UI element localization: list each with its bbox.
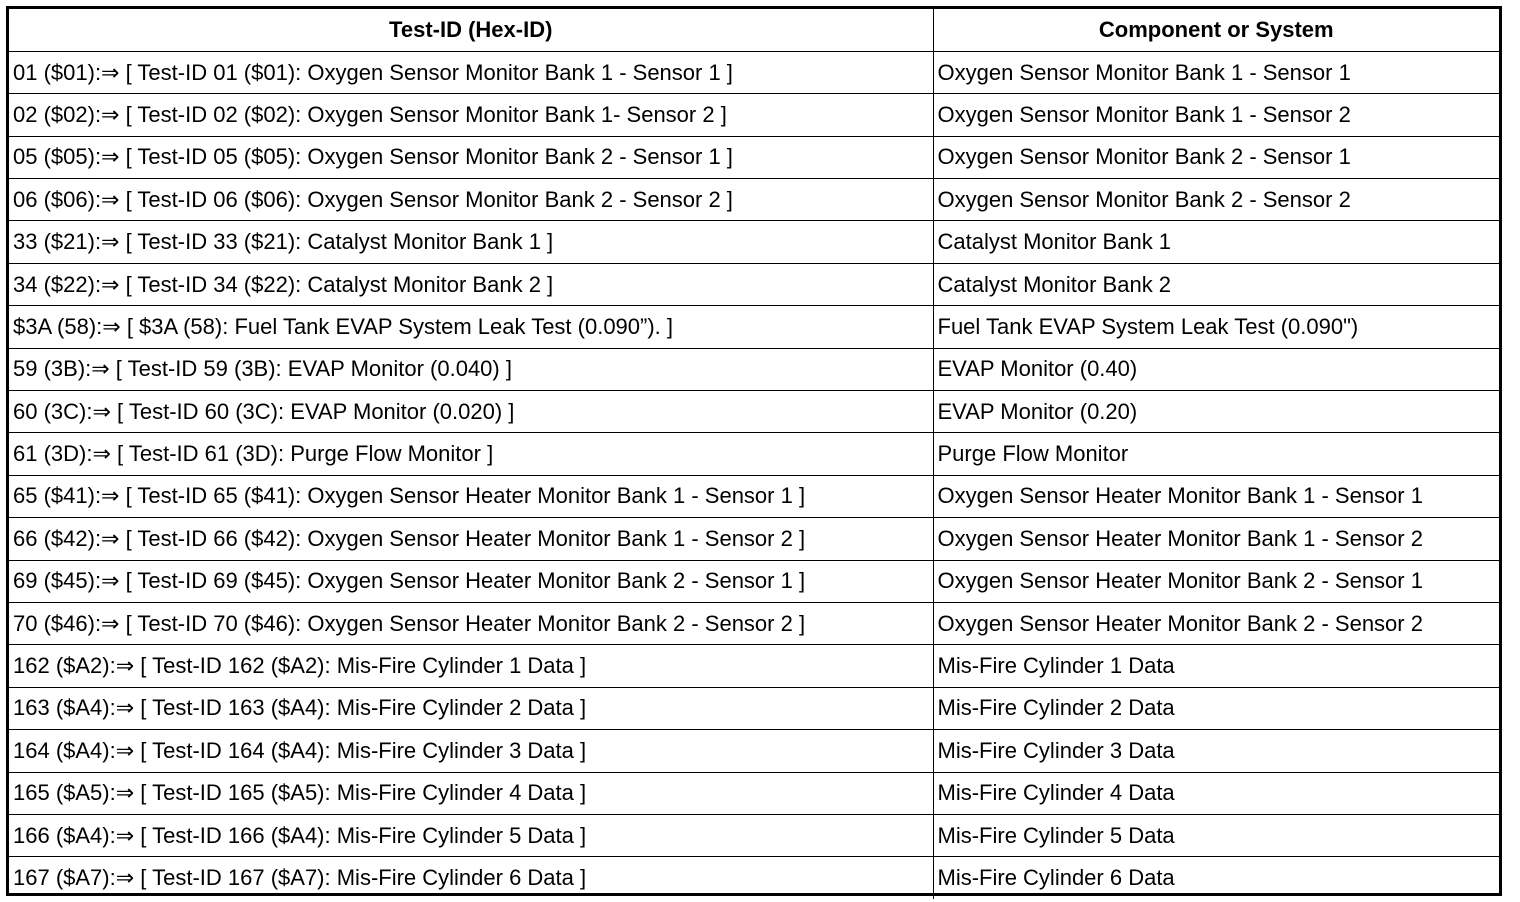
- column-header-test-id: Test-ID (Hex-ID): [9, 9, 933, 51]
- cell-component: Mis-Fire Cylinder 5 Data: [933, 814, 1499, 856]
- cell-component: Oxygen Sensor Heater Monitor Bank 2 - Sensor 2: [933, 602, 1499, 644]
- cell-test-id: 164 ($A4):⇒ [ Test-ID 164 ($A4): Mis-Fire Cylinder 3 Data ]: [9, 730, 933, 772]
- cell-test-id: 166 ($A4):⇒ [ Test-ID 166 ($A4): Mis-Fire Cylinder 5 Data ]: [9, 814, 933, 856]
- table-row: [9, 221, 1499, 263]
- cell-component: EVAP Monitor (0.40): [933, 348, 1499, 390]
- table-row: [9, 51, 1499, 93]
- cell-test-id: 01 ($01):⇒ [ Test-ID 01 ($01): Oxygen Sensor Monitor Bank 1 - Sensor 1 ]: [9, 51, 933, 93]
- cell-test-id: 70 ($46):⇒ [ Test-ID 70 ($46): Oxygen Sensor Heater Monitor Bank 2 - Sensor 2 ]: [9, 602, 933, 644]
- cell-component: Oxygen Sensor Heater Monitor Bank 2 - Sensor 1: [933, 560, 1499, 602]
- column-header-component: Component or System: [933, 9, 1499, 51]
- cell-component: Catalyst Monitor Bank 1: [933, 221, 1499, 263]
- cell-test-id: 34 ($22):⇒ [ Test-ID 34 ($22): Catalyst Monitor Bank 2 ]: [9, 263, 933, 305]
- cell-component: Oxygen Sensor Heater Monitor Bank 1 - Sensor 1: [933, 475, 1499, 517]
- table-row: [9, 475, 1499, 517]
- cell-component: Mis-Fire Cylinder 4 Data: [933, 772, 1499, 814]
- table-row: [9, 136, 1499, 178]
- table-row: [9, 391, 1499, 433]
- cell-test-id: 02 ($02):⇒ [ Test-ID 02 ($02): Oxygen Sensor Monitor Bank 1- Sensor 2 ]: [9, 94, 933, 136]
- table-row: [9, 730, 1499, 772]
- cell-component: Oxygen Sensor Monitor Bank 1 - Sensor 1: [933, 51, 1499, 93]
- cell-test-id: 162 ($A2):⇒ [ Test-ID 162 ($A2): Mis-Fire Cylinder 1 Data ]: [9, 645, 933, 687]
- cell-test-id: 163 ($A4):⇒ [ Test-ID 163 ($A4): Mis-Fire Cylinder 2 Data ]: [9, 687, 933, 729]
- table-row: [9, 602, 1499, 644]
- cell-test-id: 167 ($A7):⇒ [ Test-ID 167 ($A7): Mis-Fire Cylinder 6 Data ]: [9, 857, 933, 899]
- cell-test-id: 59 (3B):⇒ [ Test-ID 59 (3B): EVAP Monitor (0.040) ]: [9, 348, 933, 390]
- table-header-row: [9, 9, 1499, 51]
- table-row: [9, 433, 1499, 475]
- table-body: [9, 51, 1499, 899]
- cell-component: Mis-Fire Cylinder 3 Data: [933, 730, 1499, 772]
- cell-component: Mis-Fire Cylinder 1 Data: [933, 645, 1499, 687]
- cell-test-id: 69 ($45):⇒ [ Test-ID 69 ($45): Oxygen Sensor Heater Monitor Bank 2 - Sensor 1 ]: [9, 560, 933, 602]
- table-row: [9, 645, 1499, 687]
- table-row: [9, 687, 1499, 729]
- table-row: [9, 518, 1499, 560]
- cell-test-id: 05 ($05):⇒ [ Test-ID 05 ($05): Oxygen Sensor Monitor Bank 2 - Sensor 1 ]: [9, 136, 933, 178]
- cell-test-id: 61 (3D):⇒ [ Test-ID 61 (3D): Purge Flow Monitor ]: [9, 433, 933, 475]
- cell-test-id: 66 ($42):⇒ [ Test-ID 66 ($42): Oxygen Sensor Heater Monitor Bank 1 - Sensor 2 ]: [9, 518, 933, 560]
- cell-component: Purge Flow Monitor: [933, 433, 1499, 475]
- cell-component: Mis-Fire Cylinder 6 Data: [933, 857, 1499, 899]
- cell-component: EVAP Monitor (0.20): [933, 391, 1499, 433]
- cell-test-id: 65 ($41):⇒ [ Test-ID 65 ($41): Oxygen Sensor Heater Monitor Bank 1 - Sensor 1 ]: [9, 475, 933, 517]
- table-row: [9, 857, 1499, 899]
- table-row: [9, 94, 1499, 136]
- cell-test-id: $3A (58):⇒ [ $3A (58): Fuel Tank EVAP System Leak Test (0.090”). ]: [9, 306, 933, 348]
- table-row: [9, 560, 1499, 602]
- cell-component: Oxygen Sensor Heater Monitor Bank 1 - Sensor 2: [933, 518, 1499, 560]
- cell-test-id: 06 ($06):⇒ [ Test-ID 06 ($06): Oxygen Sensor Monitor Bank 2 - Sensor 2 ]: [9, 179, 933, 221]
- cell-component: Fuel Tank EVAP System Leak Test (0.090"): [933, 306, 1499, 348]
- test-id-table: [9, 9, 1499, 899]
- cell-test-id: 60 (3C):⇒ [ Test-ID 60 (3C): EVAP Monitor (0.020) ]: [9, 391, 933, 433]
- table-row: [9, 263, 1499, 305]
- table-row: [9, 772, 1499, 814]
- cell-component: Mis-Fire Cylinder 2 Data: [933, 687, 1499, 729]
- cell-component: Oxygen Sensor Monitor Bank 1 - Sensor 2: [933, 94, 1499, 136]
- table-row: [9, 348, 1499, 390]
- table-row: [9, 306, 1499, 348]
- cell-component: Oxygen Sensor Monitor Bank 2 - Sensor 2: [933, 179, 1499, 221]
- table-row: [9, 814, 1499, 856]
- cell-test-id: 33 ($21):⇒ [ Test-ID 33 ($21): Catalyst Monitor Bank 1 ]: [9, 221, 933, 263]
- table-row: [9, 179, 1499, 221]
- cell-component: Catalyst Monitor Bank 2: [933, 263, 1499, 305]
- cell-component: Oxygen Sensor Monitor Bank 2 - Sensor 1: [933, 136, 1499, 178]
- test-id-table-container: [6, 6, 1502, 896]
- cell-test-id: 165 ($A5):⇒ [ Test-ID 165 ($A5): Mis-Fire Cylinder 4 Data ]: [9, 772, 933, 814]
